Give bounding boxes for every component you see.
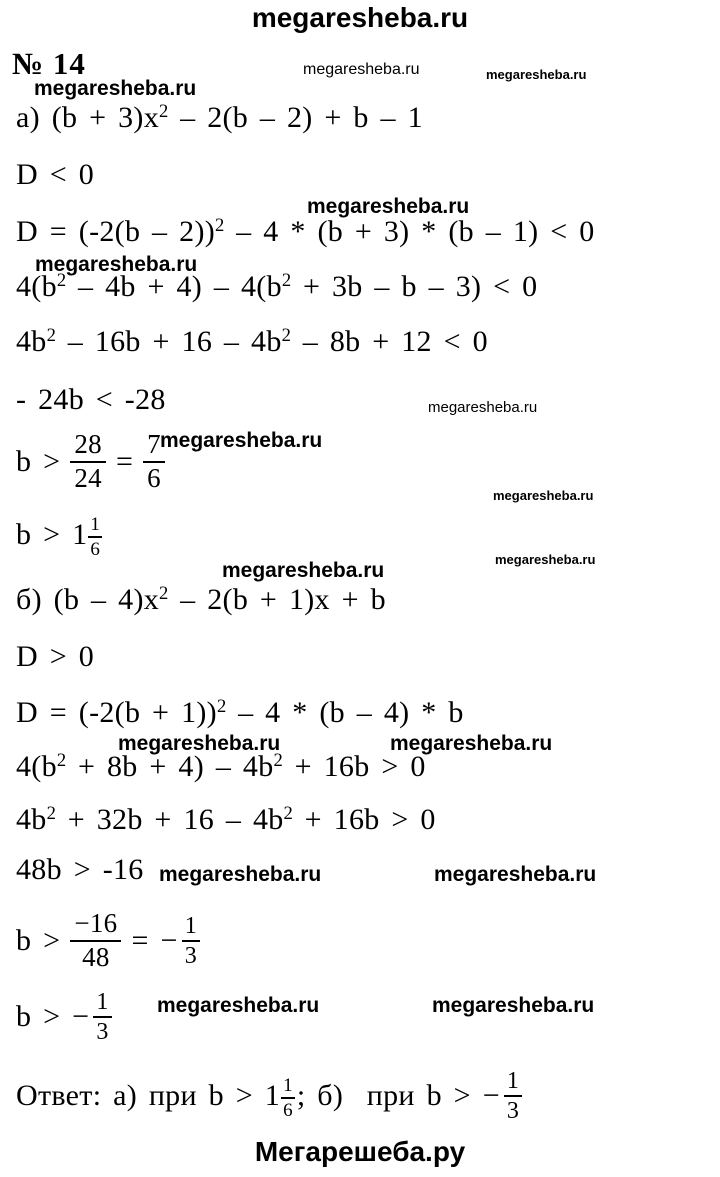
numerator: 28 bbox=[70, 431, 106, 463]
exponent: 2 bbox=[56, 749, 67, 771]
fraction bbox=[93, 990, 111, 1044]
answer-text: Ответ: а) при b > 1 bbox=[16, 1079, 281, 1112]
math-text: – 4 * (b + 3) * (b – 1) < 0 bbox=[224, 215, 595, 248]
exponent: 2 bbox=[56, 269, 67, 291]
exponent: 2 bbox=[46, 802, 56, 824]
denominator: 48 bbox=[82, 942, 110, 972]
line-b-expression bbox=[16, 583, 386, 616]
math-text: – 8b + 12 < 0 bbox=[290, 325, 488, 358]
fraction bbox=[504, 1069, 522, 1123]
watermark: megaresheba.ru bbox=[432, 994, 595, 1017]
fraction bbox=[281, 1076, 295, 1120]
line-a-result bbox=[16, 506, 104, 564]
exponent: 2 bbox=[283, 802, 293, 824]
line-a-fraction-step bbox=[16, 428, 175, 496]
watermark: megaresheba.ru bbox=[160, 429, 323, 452]
watermark: megaresheba.ru bbox=[303, 61, 420, 78]
math-text: b > − bbox=[16, 1000, 90, 1033]
watermark: megaresheba.ru bbox=[159, 863, 322, 886]
line-b-fraction-step bbox=[16, 906, 204, 976]
line-a-discriminant bbox=[16, 215, 595, 248]
numerator: 1 bbox=[93, 990, 111, 1017]
line-b-discriminant bbox=[16, 696, 464, 729]
line-a-expand2 bbox=[16, 325, 488, 358]
math-text: + 3b – b – 3) < 0 bbox=[291, 270, 538, 303]
watermark: megaresheba.ru bbox=[222, 559, 385, 582]
exponent: 2 bbox=[281, 324, 291, 346]
exponent: 2 bbox=[281, 269, 292, 291]
watermark: megaresheba.ru bbox=[434, 863, 597, 886]
math-text: – 4b + 4) – 4(b bbox=[66, 270, 282, 303]
math-text: а) (b + 3)x bbox=[16, 101, 160, 134]
fraction bbox=[70, 910, 121, 971]
denominator: 6 bbox=[283, 1099, 293, 1121]
exponent: 2 bbox=[159, 582, 169, 604]
numerator: 1 bbox=[88, 515, 102, 537]
watermark: megaresheba.ru bbox=[428, 399, 538, 416]
problem-number: № 14 bbox=[12, 46, 86, 81]
numerator: 1 bbox=[281, 1076, 295, 1098]
exponent: 2 bbox=[159, 100, 169, 122]
math-text: b > bbox=[16, 924, 61, 957]
line-a-condition: D < 0 bbox=[16, 158, 95, 191]
line-b-condition: D > 0 bbox=[16, 640, 95, 673]
numerator: 1 bbox=[504, 1069, 522, 1096]
fraction bbox=[88, 515, 102, 559]
math-text: 4(b bbox=[16, 750, 57, 783]
line-b-linear: 48b > -16 bbox=[16, 853, 144, 886]
math-text: + 32b + 16 – 4b bbox=[55, 803, 284, 836]
math-text: – 2(b – 2) + b – 1 bbox=[168, 101, 423, 134]
denominator: 6 bbox=[147, 463, 161, 493]
answer-line bbox=[16, 1066, 526, 1126]
exponent: 2 bbox=[46, 324, 56, 346]
watermark: megaresheba.ru bbox=[34, 77, 197, 100]
math-text: + 8b + 4) – 4b bbox=[66, 750, 274, 783]
denominator: 24 bbox=[74, 463, 102, 493]
math-text: б) (b – 4)x bbox=[16, 583, 160, 616]
math-text: – 2(b + 1)x + b bbox=[168, 583, 386, 616]
math-text: b > 1 bbox=[16, 518, 88, 551]
fraction bbox=[182, 914, 200, 968]
math-text: D = (-2(b – 2)) bbox=[16, 215, 216, 248]
watermark: megaresheba.ru bbox=[118, 732, 281, 755]
watermark: megaresheba.ru bbox=[495, 552, 596, 567]
numerator: 7 bbox=[143, 431, 165, 463]
denominator: 3 bbox=[96, 1018, 109, 1045]
numerator: −16 bbox=[70, 910, 121, 942]
fraction bbox=[143, 431, 165, 492]
math-text: 4(b bbox=[16, 270, 57, 303]
fraction bbox=[70, 431, 106, 492]
exponent: 2 bbox=[273, 749, 283, 771]
site-header: megaresheba.ru bbox=[251, 2, 469, 33]
numerator: 1 bbox=[182, 914, 200, 941]
watermark: megaresheba.ru bbox=[307, 195, 470, 218]
line-b-expand2 bbox=[16, 803, 436, 836]
math-text: D = (-2(b + 1)) bbox=[16, 696, 217, 729]
line-a-expression bbox=[16, 101, 423, 134]
math-text: + 16b > 0 bbox=[292, 803, 436, 836]
watermark: megaresheba.ru bbox=[35, 253, 198, 276]
exponent: 2 bbox=[216, 695, 227, 717]
line-b-result bbox=[16, 986, 116, 1048]
math-text: = bbox=[115, 445, 134, 478]
math-text: = − bbox=[131, 924, 178, 957]
line-a-linear: - 24b < -28 bbox=[16, 383, 166, 416]
answer-text: ; б) при b > − bbox=[296, 1079, 500, 1112]
exponent: 2 bbox=[215, 214, 225, 236]
math-text: – 16b + 16 – 4b bbox=[55, 325, 282, 358]
watermark: megaresheba.ru bbox=[157, 994, 320, 1017]
denominator: 3 bbox=[184, 942, 198, 969]
math-text: + 16b > 0 bbox=[282, 750, 426, 783]
math-text: 4b bbox=[16, 325, 47, 358]
math-text: – 4 * (b – 4) * b bbox=[226, 696, 464, 729]
watermark: megaresheba.ru bbox=[390, 732, 553, 755]
denominator: 6 bbox=[90, 538, 101, 560]
site-footer: Мегарешеба.ру bbox=[254, 1136, 466, 1167]
denominator: 3 bbox=[506, 1097, 520, 1124]
line-b-expand1 bbox=[16, 750, 426, 783]
math-text: 4b bbox=[16, 803, 47, 836]
math-text: b > bbox=[16, 445, 61, 478]
watermark: megaresheba.ru bbox=[493, 488, 594, 503]
line-a-expand1 bbox=[16, 270, 537, 303]
watermark: megaresheba.ru bbox=[486, 67, 587, 82]
